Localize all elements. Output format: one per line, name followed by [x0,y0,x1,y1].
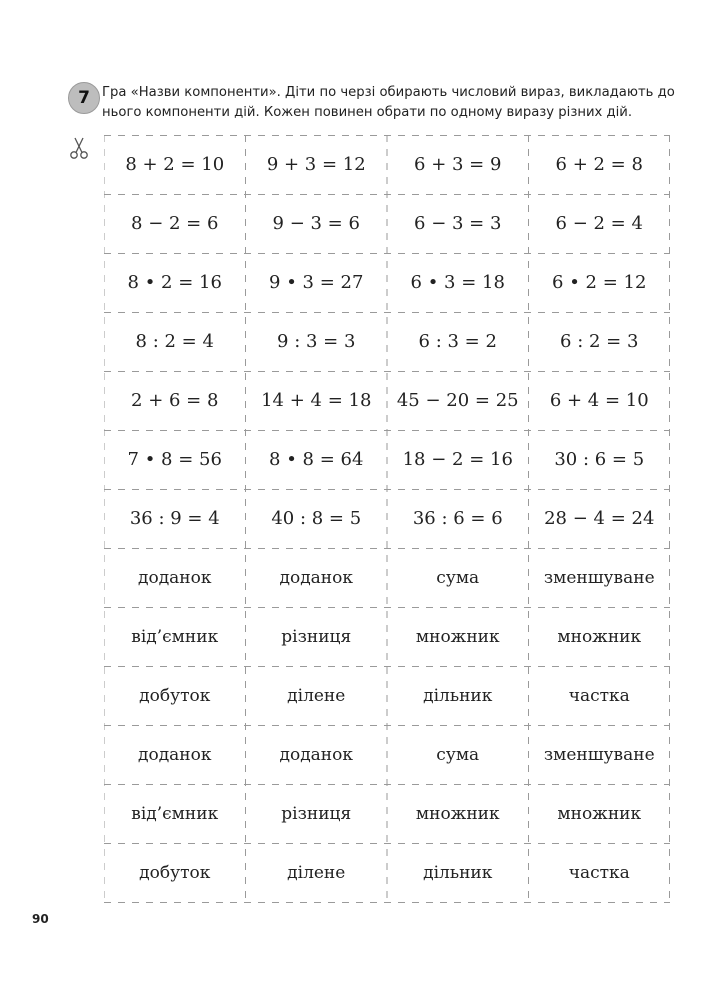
component-card: дільник [423,685,493,706]
component-card: сума [436,744,480,765]
expression-card: 18 − 2 = 16 [402,449,513,470]
component-card: зменшуване [543,567,655,588]
expression-card: 6 • 2 = 12 [552,272,647,293]
expression-card: 8 • 2 = 16 [127,272,222,293]
cards-grid [104,135,670,903]
task-instructions: Гра «Назви компоненти». Діти по черзі обирають числовий вираз, викладають до нього компоненти дій. Кожен повинен обрати по одному виразу різних дій. [102,85,675,120]
expression-card: 7 • 8 = 56 [127,449,222,470]
component-card: різниця [281,803,352,824]
expression-card: 30 : 6 = 5 [554,449,645,470]
component-card: частка [568,862,630,883]
component-card: множник [415,803,500,824]
component-card: від’ємник [131,626,219,647]
expression-card: 14 + 4 = 18 [261,390,372,411]
expression-card: 8 • 8 = 64 [269,449,364,470]
component-card: множник [415,626,500,647]
expression-card: 6 + 2 = 8 [555,154,643,175]
expression-card: 28 − 4 = 24 [544,508,655,529]
component-card: множник [557,803,642,824]
expression-card: 40 : 8 = 5 [271,508,362,529]
component-card: різниця [281,626,352,647]
component-card: дільник [423,862,493,883]
expression-card: 36 : 6 = 6 [412,508,503,529]
expression-card: 9 + 3 = 12 [266,154,366,175]
expression-card: 8 + 2 = 10 [125,154,225,175]
component-card: доданок [279,744,353,765]
component-card: доданок [138,744,212,765]
component-card: сума [436,567,480,588]
expression-card: 6 + 4 = 10 [549,390,649,411]
component-card: ділене [287,862,346,883]
component-card: частка [568,685,630,706]
expression-card: 9 − 3 = 6 [272,213,360,234]
component-card: ділене [287,685,346,706]
component-card: множник [557,626,642,647]
component-card: від’ємник [131,803,219,824]
expression-card: 2 + 6 = 8 [131,390,219,411]
expression-card: 8 : 2 = 4 [135,331,214,352]
expression-card: 9 • 3 = 27 [269,272,364,293]
component-card: добуток [139,862,211,883]
expression-card: 6 : 3 = 2 [418,331,497,352]
expression-card: 6 • 3 = 18 [410,272,505,293]
component-card: доданок [138,567,212,588]
component-card: доданок [279,567,353,588]
expression-card: 6 − 2 = 4 [555,213,643,234]
expression-card: 36 : 9 = 4 [129,508,220,529]
component-card: зменшуване [543,744,655,765]
expression-card: 8 − 2 = 6 [131,213,219,234]
expression-card: 6 − 3 = 3 [414,213,502,234]
component-card: добуток [139,685,211,706]
expression-card: 45 − 20 = 25 [396,390,519,411]
expression-card: 6 + 3 = 9 [414,154,502,175]
task-number-badge: 7 [68,82,100,114]
page-number: 90 [32,912,49,926]
scissors-icon [66,135,92,161]
expression-card: 9 : 3 = 3 [277,331,356,352]
expression-card: 6 : 2 = 3 [560,331,639,352]
